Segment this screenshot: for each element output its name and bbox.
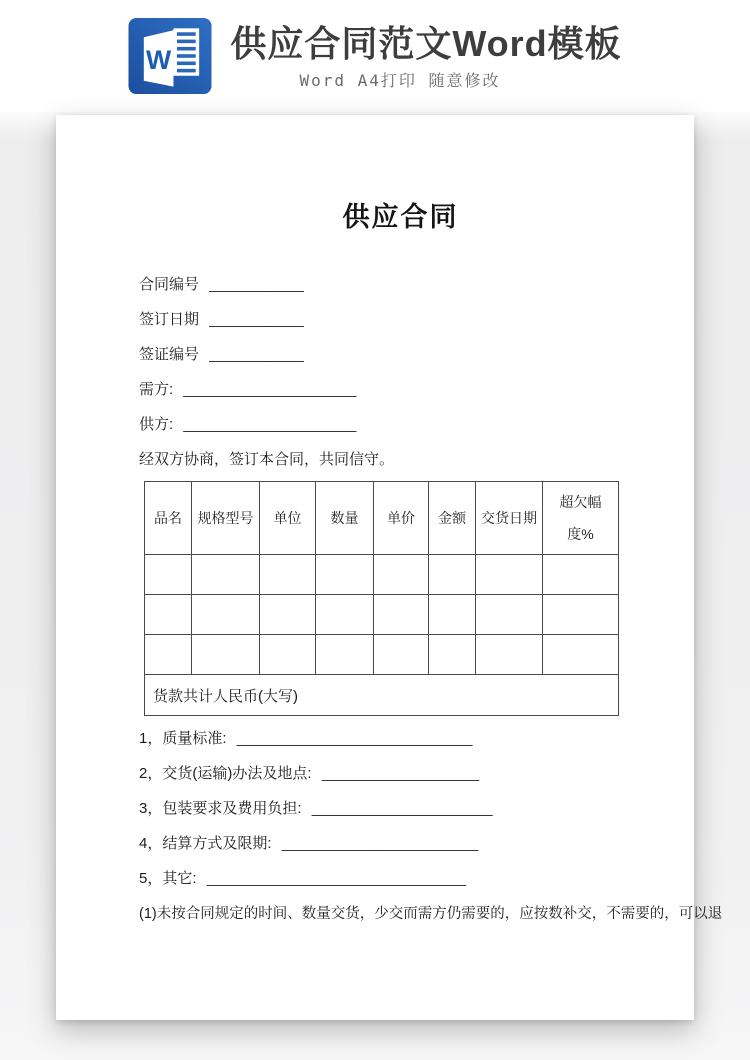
word-logo-icon	[128, 17, 212, 95]
empty-cell	[260, 595, 316, 635]
empty-cell	[316, 595, 374, 635]
empty-cell	[429, 595, 476, 635]
contract-fields	[139, 274, 662, 436]
field-label: 签订日期	[139, 311, 200, 328]
col-header-amount: 金额	[429, 482, 476, 555]
empty-cell	[192, 595, 260, 635]
template-title: 供应合同范文Word模板	[230, 22, 622, 64]
banner-text-block	[230, 22, 621, 91]
empty-cell	[374, 555, 429, 595]
blank-line: ______________________	[183, 416, 356, 433]
col-header-delivery-date: 交货日期	[476, 482, 543, 555]
svg-text:W: W	[146, 44, 172, 75]
document-page	[56, 115, 723, 1020]
field-label: 合同编号	[139, 276, 200, 293]
clause-1	[139, 728, 662, 750]
empty-cell	[543, 555, 619, 595]
empty-cell	[260, 635, 316, 675]
table-row	[145, 635, 619, 675]
empty-cell	[145, 555, 192, 595]
field-label: 供方:	[139, 416, 174, 433]
template-header	[0, 0, 750, 112]
intro-text: 经双方协商，签订本合同，共同信守。	[139, 451, 395, 468]
empty-cell	[145, 595, 192, 635]
clause-label: 3，包装要求及费用负担:	[139, 800, 302, 817]
field-row-supplier	[139, 414, 662, 436]
empty-cell	[374, 595, 429, 635]
empty-cell	[543, 635, 619, 675]
blank-line: ______________________________	[236, 730, 472, 747]
clauses-list	[139, 728, 662, 890]
empty-cell	[374, 635, 429, 675]
empty-cell	[429, 635, 476, 675]
note-paragraph: (1)未按合同规定的时间、数量交货，少交而需方仍需要的，应按数补交，不需要的，可以退	[139, 906, 723, 922]
clause-4	[139, 833, 662, 855]
table-row	[145, 595, 619, 635]
blank-line: ____________	[209, 276, 304, 293]
table-row	[145, 555, 619, 595]
col-header-quantity: 数量	[316, 482, 374, 555]
field-row-buyer	[139, 379, 662, 401]
blank-line: ____________________	[321, 765, 479, 782]
empty-cell	[316, 555, 374, 595]
field-label: 需方:	[139, 381, 174, 398]
blank-line: ____________	[209, 346, 304, 363]
clause-3	[139, 798, 662, 820]
blank-line: _________________________	[281, 835, 478, 852]
field-row-contract-number	[139, 274, 662, 296]
field-label: 签证编号	[139, 346, 200, 363]
col-header-product-name: 品名	[145, 482, 192, 555]
clause-label: 1，质量标准:	[139, 730, 227, 747]
table-footer-cell: 货款共计人民币(大写)	[145, 675, 619, 716]
blank-line: ______________________	[183, 381, 356, 398]
empty-cell	[260, 555, 316, 595]
col-header-unit-price: 单价	[374, 482, 429, 555]
clause-label: 4，结算方式及限期:	[139, 835, 272, 852]
template-subtitle: Word A4打印 随意修改	[299, 70, 501, 90]
blank-line: _________________________________	[206, 870, 466, 887]
col-header-spec-model: 规格型号	[192, 482, 260, 555]
table-header-row	[145, 482, 619, 555]
empty-cell	[543, 595, 619, 635]
empty-cell	[476, 555, 543, 595]
field-row-signing-date	[139, 309, 662, 331]
field-row-visa-number	[139, 344, 662, 366]
empty-cell	[192, 555, 260, 595]
items-table	[144, 481, 619, 716]
empty-cell	[476, 595, 543, 635]
empty-cell	[145, 635, 192, 675]
empty-cell	[316, 635, 374, 675]
col-header-unit: 单位	[260, 482, 316, 555]
empty-cell	[192, 635, 260, 675]
blank-line: ____________	[209, 311, 304, 328]
col-header-tolerance: 超欠幅度%	[543, 482, 619, 555]
clause-2	[139, 763, 662, 785]
clause-5	[139, 868, 662, 890]
table-footer-row	[145, 675, 619, 716]
empty-cell	[476, 635, 543, 675]
clause-label: 2，交货(运输)办法及地点:	[139, 765, 312, 782]
blank-line: _______________________	[311, 800, 493, 817]
clause-label: 5，其它:	[139, 870, 197, 887]
empty-cell	[429, 555, 476, 595]
document-title: 供应合同	[342, 202, 459, 232]
